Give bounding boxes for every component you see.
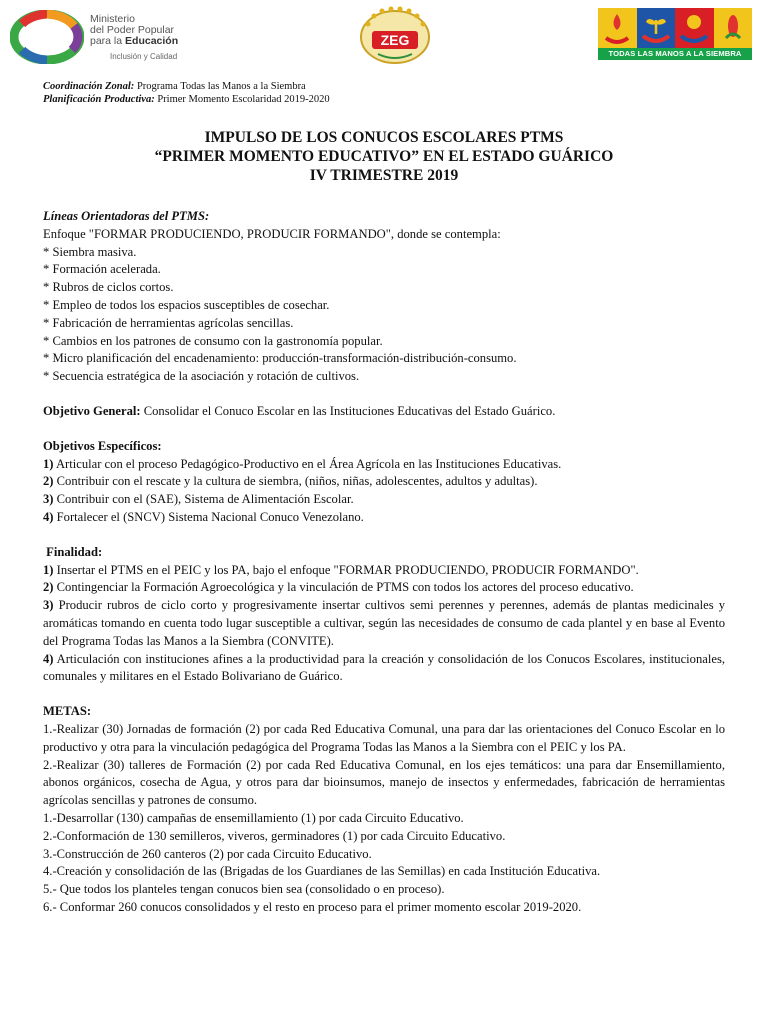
- title-line-3: IV TRIMESTRE 2019: [309, 167, 459, 184]
- lineas-item: * Siembra masiva.: [43, 244, 137, 259]
- item-number: 1): [43, 456, 54, 471]
- zeg-emblem-icon: [356, 4, 434, 66]
- lineas-item: * Cambios en los patrones de consumo con la gastronomía popular.: [43, 333, 383, 348]
- meta-item: 1.-Realizar (30) Jornadas de formación (2) por cada Red Educativa Comunal, una para dar las orientaciones del Conuco Escolar en lo productivo y otra para la vinculación pedagógica del Programa Todas las Manos a la Siembra con el PEIC y los PA.: [43, 721, 725, 754]
- lineas-item: * Secuencia estratégica de la asociación y rotación de cultivos.: [43, 369, 360, 384]
- ptms-panel-yellow: [598, 8, 637, 48]
- lineas-item: * Rubros de ciclos cortos.: [43, 280, 174, 295]
- coordination-value: Programa Todas las Manos a la Siembra: [136, 81, 306, 92]
- ptms-panel-blue: [637, 8, 676, 48]
- finalidad-item: [43, 562, 725, 580]
- zeg-logo: [356, 4, 434, 66]
- ptms-panel-yellow-2: [714, 8, 753, 48]
- objetivo-item: [43, 473, 725, 491]
- finalidad-item: [43, 597, 725, 650]
- item-number: 4): [43, 509, 54, 524]
- objetivo-general: [43, 403, 725, 421]
- meta-item: 1.-Desarrollar (130) campañas de ensemillamiento (1) por cada Circuito Educativo.: [43, 810, 464, 825]
- item-number: 4): [43, 651, 54, 666]
- objetivo-item: [43, 491, 725, 509]
- meta-item: 2.-Conformación de 130 semilleros, viveros, germinadores (1) por cada Circuito Educativo.: [43, 828, 506, 843]
- item-number: 3): [43, 598, 54, 613]
- meta-item: 2.-Realizar (30) talleres de Formación (2) por cada Red Educativa Comunal, en los ejes temáticos: una para dar Ensemillamiento, abonos orgánicos, cosecha de Agua, y otros para dar bioinsumos, manejo de insectos y enfermedades, fabricación de herramientas agrícolas sencillas y patrones de consumo.: [43, 757, 725, 808]
- ministry-line-3: para la: [90, 35, 123, 47]
- zeg-label: ZEG: [380, 32, 410, 48]
- planning-label: Planificación Productiva:: [43, 94, 155, 105]
- ministry-name: [90, 14, 178, 47]
- lineas-item: * Formación acelerada.: [43, 262, 161, 277]
- item-text: Insertar el PTMS en el PEIC y los PA, bajo el enfoque "FORMAR PRODUCIENDO, PRODUCIR FORMANDO".: [53, 562, 639, 577]
- finalidad-item: [43, 651, 725, 687]
- ministry-subtitle: Inclusión y Calidad: [110, 52, 178, 61]
- coordination-block: [43, 80, 330, 106]
- lineas-intro: Enfoque "FORMAR PRODUCIENDO, PRODUCIR FORMANDO", donde se contempla:: [43, 226, 501, 241]
- ptms-logo: [598, 8, 752, 60]
- objetivo-item: [43, 509, 725, 527]
- item-text: Producir rubros de ciclo corto y progresivamente insertar cultivos semi perennes y perennes, además de plantas medicinales y aromáticas tomando en cuenta todo lugar susceptible a cultivar, según las necesidades de consumo de cada plantel y en base al Evento del Programa Todas las Manos a la Siembra (CONVITE).: [43, 598, 725, 648]
- meta-item: 6.- Conformar 260 conucos consolidados y el resto en proceso para el primer momento escolar 2019-2020.: [43, 899, 582, 914]
- finalidad-item: [43, 579, 725, 597]
- ministry-bold: Educación: [125, 35, 179, 47]
- ptms-panel-red: [675, 8, 714, 48]
- ministry-line-2: del Poder Popular: [90, 24, 175, 36]
- item-text: Contribuir con el rescate y la cultura de siembra, (niños, niñas, adolescentes, adultos y adultas).: [53, 474, 538, 489]
- meta-item: 3.-Construcción de 260 canteros (2) por cada Circuito Educativo.: [43, 846, 372, 861]
- objetivo-general-text: Consolidar el Conuco Escolar en las Instituciones Educativas del Estado Guárico.: [140, 403, 556, 418]
- item-number: 3): [43, 492, 54, 507]
- coordination-label: Coordinación Zonal:: [43, 81, 135, 92]
- item-text: Fortalecer el (SNCV) Sistema Nacional Conuco Venezolano.: [53, 509, 364, 524]
- ministry-line-1: Ministerio: [90, 13, 135, 25]
- corn-icon: [714, 8, 752, 48]
- meta-item: 4.-Creación y consolidación de las (Brigadas de los Guardianes de las Semillas) en cada Institución Educativa.: [43, 864, 601, 879]
- ptms-banner: TODAS LAS MANOS A LA SIEMBRA: [598, 48, 752, 60]
- objetivo-general-label: Objetivo General:: [43, 403, 141, 418]
- item-number: 2): [43, 474, 54, 489]
- metas-heading: METAS:: [43, 704, 92, 719]
- sun-hands-icon: [675, 8, 713, 48]
- seed-drop-icon: [598, 8, 636, 48]
- sprout-hands-icon: [637, 8, 675, 48]
- ministry-logo: [8, 8, 198, 64]
- objetivo-item: [43, 456, 725, 474]
- planning-value: Primer Momento Escolaridad 2019-2020: [157, 94, 330, 105]
- title-line-2: “PRIMER MOMENTO EDUCATIVO” EN EL ESTADO GUÁRICO: [154, 148, 614, 165]
- objetivos-especificos-heading: Objetivos Específicos:: [43, 438, 162, 453]
- item-number: 1): [43, 562, 54, 577]
- lineas-heading: Líneas Orientadoras del PTMS:: [43, 209, 210, 223]
- finalidad-heading: Finalidad:: [43, 544, 103, 559]
- lineas-item: * Empleo de todos los espacios susceptibles de cosechar.: [43, 297, 330, 312]
- title-line-1: IMPULSO DE LOS CONUCOS ESCOLARES PTMS: [204, 129, 564, 146]
- item-text: Articulación con instituciones afines a la productividad para la creación y consolidación de los Conucos Escolares, institucionales, comunales y militares en el Estado Bolivariano de Guárico.: [43, 651, 725, 684]
- meta-item: 5.- Que todos los planteles tengan conucos bien sea (consolidado o en proceso).: [43, 882, 445, 897]
- ministry-ring-icon: [10, 10, 84, 64]
- item-text: Contingenciar la Formación Agroecológica y la vinculación de PTMS con todos los actores del proceso educativo.: [53, 580, 634, 595]
- item-text: Articular con el proceso Pedagógico-Productivo en el Área Agrícola en las Instituciones Educativas.: [53, 456, 562, 471]
- lineas-item: * Micro planificación del encadenamiento: producción-transformación-distribución-consumo.: [43, 351, 517, 366]
- document-title: [0, 128, 768, 185]
- lineas-item: * Fabricación de herramientas agrícolas sencillas.: [43, 315, 294, 330]
- item-number: 2): [43, 580, 54, 595]
- item-text: Contribuir con el (SAE), Sistema de Alimentación Escolar.: [53, 492, 354, 507]
- document-body: [43, 208, 725, 917]
